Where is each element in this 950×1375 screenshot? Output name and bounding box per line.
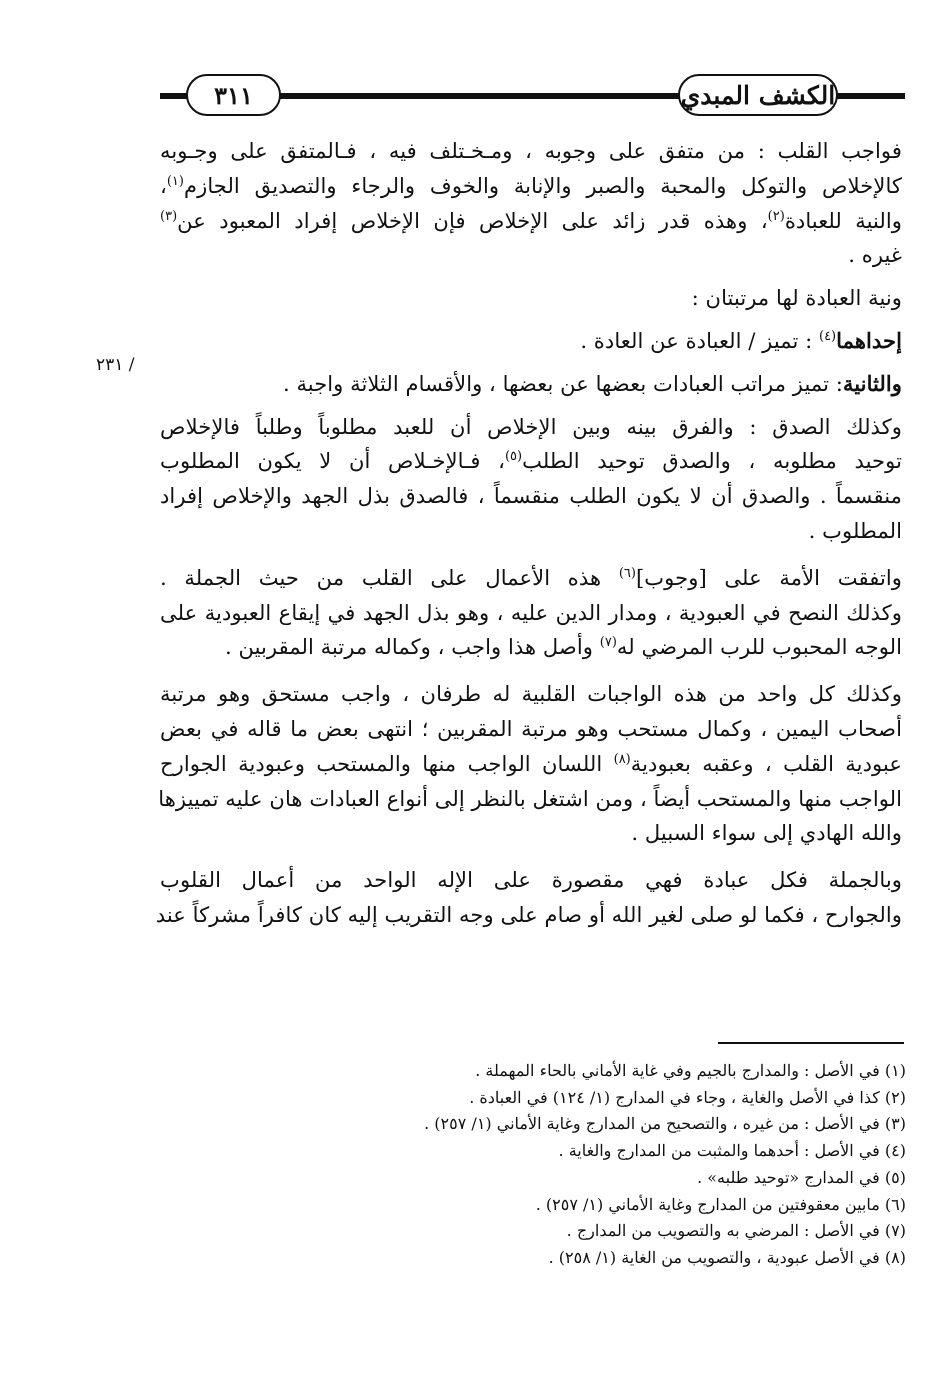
text-line: [160, 238, 902, 273]
text-run: منقسماً . والصدق أن لا يكون الطلب منقسماً ، فالصدق بذل الجهد والإخلاص إفراد: [160, 483, 902, 509]
text-line: [160, 204, 902, 239]
running-title: الكشف المبدي: [678, 74, 838, 116]
text-line: [160, 479, 902, 514]
paragraph: [160, 561, 902, 665]
text-line: [160, 561, 902, 596]
text-run: غيره .: [848, 242, 902, 268]
page-number: ٣١١: [186, 74, 281, 116]
text-line: [160, 169, 902, 204]
text-line: [160, 816, 902, 851]
text-run: اللسان الواجب منها والمستحب وعبودية الجوارح: [160, 750, 614, 776]
footnote: (٦) مابين معقوفتين من المدارج وغاية الأماني (١/ ٢٥٧) .: [535, 1194, 906, 1214]
text-line: [160, 367, 902, 402]
text-line: [160, 863, 902, 898]
text-run: وكذلك النصح في العبودية ، ومدار الدين عليه ، وهو بذل الجهد في إيقاع العبودية على: [160, 599, 902, 625]
paragraph: [155, 863, 902, 933]
text-line: [160, 630, 902, 665]
paragraph-gap: [160, 316, 902, 324]
footnote-marker: (٧): [599, 635, 617, 651]
paragraph-gap: [160, 273, 902, 281]
footnote-marker: (٢): [767, 208, 785, 224]
margin-page-reference: / ٢٣١: [96, 355, 135, 375]
text-run: : تميز مراتب العبادات بعضها عن بعضها ، والأقسام الثلاثة واجبة .: [282, 370, 843, 396]
paragraph: [160, 134, 902, 273]
text-run: ، فـالإخـلاص أن لا يكون المطلوب: [160, 448, 505, 474]
footnotes: [300, 1058, 906, 1272]
text-line: [160, 596, 902, 631]
paragraph: [160, 281, 902, 316]
footnote-marker: (٨): [613, 751, 631, 767]
text-run: وبالجملة فكل عبادة فهي مقصورة على الإله الواحد من أعمال القلوب: [160, 867, 902, 893]
footnote-separator: [718, 1042, 904, 1044]
text-run: ، وهذه قدر زائد على الإخلاص فإن الإخلاص إفراد المعبود عن: [177, 207, 768, 233]
paragraph: [160, 324, 902, 359]
text-run: واتفقت الأمة على [وجوب]: [635, 564, 902, 590]
text-run: توحيد مطلوبه ، والصدق توحيد الطلب: [522, 448, 902, 474]
text-line: [160, 747, 902, 782]
bold-term: والثانية: [842, 370, 902, 396]
text-run: ونية العبادة لها مرتبتان :: [691, 285, 902, 311]
footnote-marker: (٦): [618, 565, 636, 581]
footnote-marker: (١): [166, 173, 184, 189]
text-run: والنية للعبادة: [784, 207, 903, 233]
paragraph-gap: [160, 359, 902, 367]
paragraph: [160, 410, 902, 549]
text-line: [160, 514, 902, 549]
footnote-marker: (٣): [160, 208, 178, 224]
text-run: كالإخلاص والتوكل والمحبة والصبر والإنابة والخوف والرجاء والتصديق الجازم: [183, 172, 902, 198]
footnote: (٧) في الأصل : المرضي به والتصويب من المدارج .: [566, 1221, 906, 1241]
text-line: [160, 134, 902, 169]
text-line: [160, 444, 902, 479]
text-run: ،: [160, 172, 167, 198]
footnote: (٢) كذا في الأصل والغاية ، وجاء في المدارج (١/ ١٢٤) في العبادة .: [469, 1087, 906, 1107]
text-line: [160, 677, 902, 712]
text-line: [160, 281, 902, 316]
text-run: الوجه المحبوب للرب المرضي له: [616, 634, 902, 660]
text-line: [160, 324, 902, 359]
text-run: والله الهادي إلى سواء السبيل .: [631, 820, 902, 846]
text-run: هذه الأعمال على القلب من حيث الجملة .: [160, 564, 619, 590]
text-run: عبودية القلب ، وعقبه بعبودية: [630, 750, 902, 776]
footnote: (٣) في الأصل : من غيره ، والتصحيح من المدارج وغاية الأماني (١/ ٢٥٧) .: [424, 1114, 906, 1134]
text-run: المطلوب .: [808, 517, 902, 543]
footnote-marker: (٥): [504, 449, 523, 465]
text-line: [160, 782, 902, 817]
paragraph-gap: [160, 402, 902, 410]
text-line: [160, 712, 902, 747]
paragraph-gap: [160, 851, 902, 863]
paragraph: [160, 367, 902, 402]
text-run: وكذلك كل واحد من هذه الواجبات القلبية له طرفان ، واجب مستحق وهو مرتبة: [160, 681, 902, 707]
text-run: فواجب القلب : من متفق على وجوبه ، ومـخـتلف فيه ، فـالمتفق على وجـوبه: [160, 138, 902, 163]
footnote: (١) في الأصل : والمدارج بالجيم وفي غاية الأماني بالحاء المهملة .: [475, 1061, 906, 1080]
footnote-marker: (٤): [818, 328, 837, 344]
text-run: وكذلك الصدق : والفرق بينه وبين الإخلاص أن للعبد مطلوباً وطلباً فالإخلاص: [160, 413, 902, 439]
text-line: [155, 898, 902, 933]
footnote: (٤) في الأصل : أحدهما والمثبت من المدارج والغاية .: [558, 1141, 906, 1161]
paragraph-gap: [160, 549, 902, 561]
paragraph: [160, 677, 902, 851]
footnote: (٥) في المدارج «توحيد طلبه» .: [697, 1167, 906, 1187]
text-line: [160, 410, 902, 445]
bold-term: إحداهما: [836, 327, 902, 353]
main-text: [155, 134, 903, 933]
text-run: الواجب منها والمستحب أيضاً ، ومن اشتغل بالنظر إلى أنواع العبادات هان عليه تمييزها: [158, 785, 902, 811]
paragraph-gap: [160, 665, 902, 677]
text-run: : تميز / العبادة عن العادة .: [580, 327, 819, 353]
footnote: (٨) في الأصل عبودية ، والتصويب من الغاية (١/ ٢٥٨) .: [548, 1247, 906, 1267]
text-run: والجوارح ، فكما لو صلى لغير الله أو صام على وجه التقريب إليه كان كافراً مشركاً عند: [155, 901, 902, 927]
text-run: وأصل هذا واجب ، وكماله مرتبة المقربين .: [225, 634, 600, 660]
text-run: أصحاب اليمين ، وكمال مستحب وهو مرتبة المقربين ؛ انتهى بعض ما قاله في بعض: [160, 715, 902, 741]
